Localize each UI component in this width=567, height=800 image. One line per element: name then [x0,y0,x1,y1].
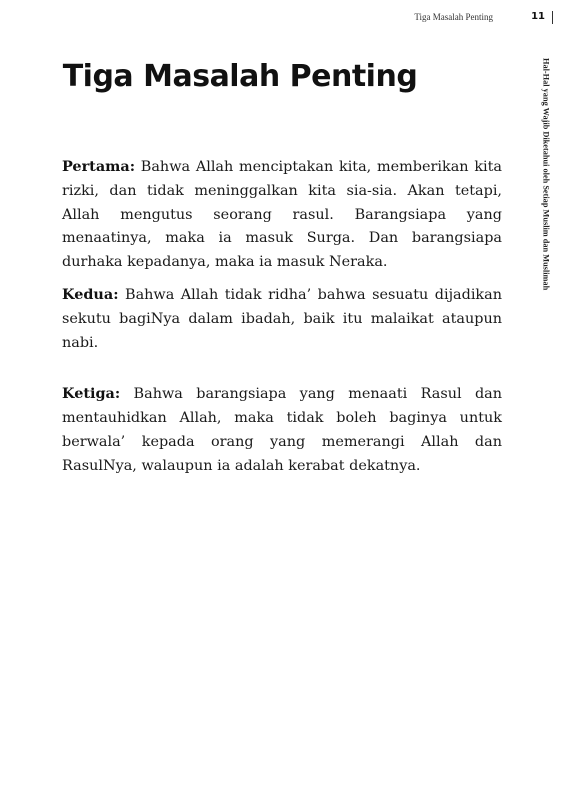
paragraph-label: Kedua: [62,285,119,303]
paragraph-text: Bahwa barangsiapa yang menaati Rasul dan mentauhidkan Allah, maka tidak boleh baginya untuk berwala’ kepada orang yang memerangi Allah dan RasulNya, walaupun ia adalah kerabat dekatnya. [62,386,502,474]
paragraph-label: Ketiga: [62,385,121,403]
paragraph-ketiga [62,382,502,478]
header-divider [552,11,553,24]
paragraph-label: Pertama: [62,158,136,175]
running-header-title: Tiga Masalah Penting [414,12,493,22]
page-number: 11 [531,11,545,22]
paragraph-text: Bahwa Allah tidak ridha’ bahwa sesuatu dijadikan sekutu bagiNya dalam ibadah, baik itu malaikat ataupun nabi. [62,286,503,351]
paragraph-kedua [62,283,502,355]
side-tab [538,58,554,291]
page-content [62,155,502,479]
side-tab-text: Hal-Hal yang Wajib Diketahui oleh Setiap Muslim dan Muslimah [541,58,551,291]
page-title: Tiga Masalah Penting [62,59,418,94]
paragraph-pertama [62,155,502,275]
paragraph-text: Bahwa Allah menciptakan kita, memberikan kita rizki, dan tidak meninggalkan kita sia-sia. Akan tetapi, Allah mengutus seorang rasul. Barangsiapa yang menaatinya, maka ia masuk Surga. Dan barangsiapa durhaka kepadanya, maka ia masuk Neraka. [62,159,503,271]
running-header [0,11,567,27]
